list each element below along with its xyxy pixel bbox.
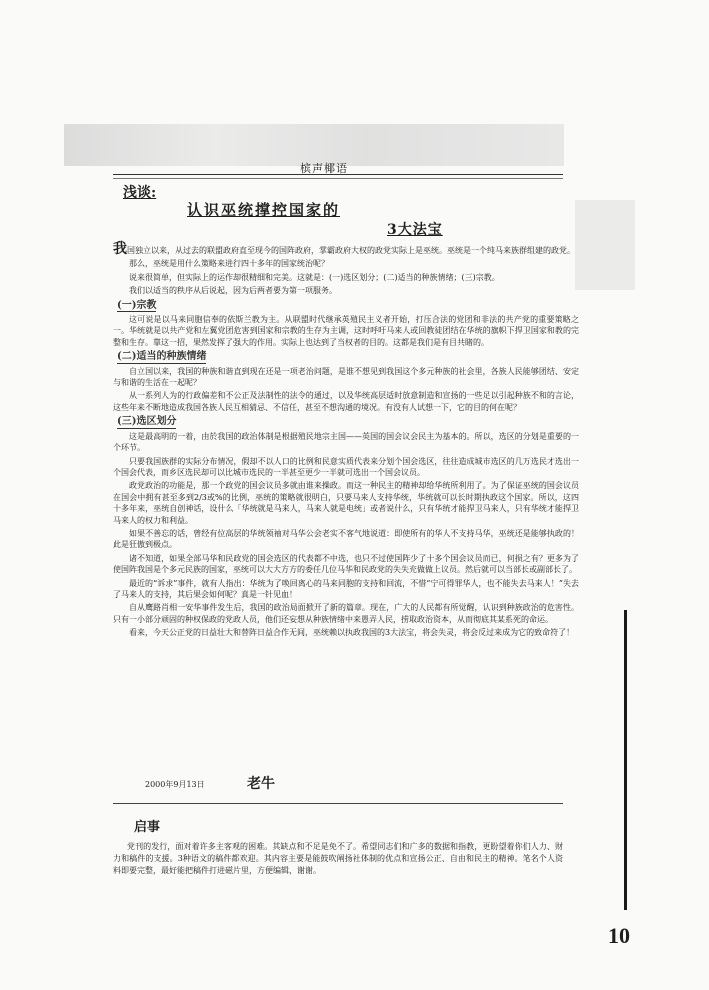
header-rule-secondary <box>113 178 563 179</box>
margin-rule <box>624 610 627 910</box>
article-title-line1: 认识巫统撑控国家的 <box>187 201 341 219</box>
notice-body: 党刊的发行，面对着许多主客观的困难。其缺点和不足是免不了。希望同志们和广多的数据和指教，更盼望着你们人力、财力和稿件的支援。3种语文的稿件都欢迎。其内容主要是能鼓吹阐扬社体制的优点和宣扬公正、自由和民主的精神。笔名个人资料即要完整，最好能把稿件打进磁片里，方便编辑，谢谢。 <box>113 842 563 875</box>
signoff-rule <box>113 803 563 804</box>
section3-paragraph: 只要我国族群的实际分布情况，假却不以人口的比例和民意实质代表来分划个国会选区，往往造成城市选区的几万选民才选出一个国会代表，而乡区选民却可以比城市选民的一半甚至更少一半就可选出一个国会议员。 <box>113 456 579 477</box>
article-body <box>113 241 579 641</box>
section3-paragraph: 如果不善忘的话，曾经有位高层的华统领袖对马华公会老实不客气地说道：即使所有的华人不支持马华，巫统还是能够执政的！此是狂傲到极点。 <box>113 528 579 550</box>
section-heading-racial-sentiment: (二)适当的种族情绪 <box>117 351 207 363</box>
section-heading-religion: (一)宗教 <box>117 299 157 311</box>
intro-paragraph: 那么，巫统是用什么策略来进行四十多年的国家统治呢？ <box>129 259 329 269</box>
column-label: 浅谈: <box>123 185 157 201</box>
header-rule <box>113 174 563 175</box>
intro-paragraph <box>113 241 579 257</box>
intro-paragraph-rest: 国独立以来，从过去的联盟政府直至现今的国阵政府，掌霸政府大权的政党实际上是巫统。巫统是一个纯马来族群组建的政党。 <box>127 246 575 255</box>
section3-paragraph: 最近的“诉求”事件，就有人指出：华统为了唤回离心的马来同胞的支持和回流，不惜“宁可得罪华人，也不能失去马来人！”失去了马来人的支持，其后果会如何呢？真是一针见血！ <box>113 578 579 599</box>
notice-title: 启事 <box>134 820 161 835</box>
column-header: 槟声椰语 <box>300 162 348 175</box>
section3-paragraph: 看来，今天公正党的日益壮大和替阵日益合作无间，巫统赖以执政我国的3大法宝，将会失灵，将会反过来成为它的致命符了！ <box>129 628 575 638</box>
section3-paragraph: 这是最高明的一着，由於我国的政治体制是根据殖民地宗主国——英国的国会议会民主为基本的。所以，选区的分划是重要的一个环节。 <box>113 431 579 453</box>
intro-paragraph: 我们以适当的秩序从后说起，因为后两者要为第一项服务。 <box>129 286 337 296</box>
bleed-through-shadow <box>575 200 635 290</box>
article-author: 老牛 <box>247 776 275 792</box>
section2-paragraph: 从一系列人为的行政偏差和不公正及法制性的法令的通过，以及华统高层适时放意制造和宣扬的一些足以引起种族不和的言论，这些年来不断地造成我国各族人民互相猜忌、不信任，甚至不想沟通的境况。有没有人试想一下，它的目的何在呢？ <box>113 391 579 412</box>
article-date: 2000年9月13日 <box>145 780 205 789</box>
section3-paragraph: 自从鹰路肖相一安华事件发生后，我国的政治局面掀开了新的篇章。现在，广大的人民都有所觉醒，认识到种族政治的危害性。只有一小部分顽固的种权保政的党政人员，他们还妄想从种族情绪中来愚弄人民，捞取政治资本，从而彻底其某系死的命运。 <box>113 603 579 624</box>
section2-paragraph: 自立国以来，我国的种族和谐直到现在还是一项老治问题，是谁不想见到我国这个多元种族的社会里，各族人民能够团结、安定与和谐的生活在一起呢？ <box>113 366 579 388</box>
article-title-line2: 3大法宝 <box>387 222 443 238</box>
intro-paragraph: 说来很简单，但实际上的运作却很精细和完美。这就是：(一)选区划分；(二)适当的种族情绪；(三)宗教。 <box>129 272 500 282</box>
section3-paragraph: 政党政治的功能是，那一个政党的国会议员多就由谁来操政。而这一种民主的精神却给华统所利用了。为了保证巫统的国会议员在国会中拥有甚至多到2/3或%的比例，巫统的策略就很明白，只要马来人支持华统，华统就可以长时期执政这个国家。所以，这四十多年来，巫统自创神话，设什么「华统就是马来人，马来人就是电统」或者说什么，只有华统才能捍卫马来人，只有华统才能捍卫马来人的权力和利益。 <box>113 481 579 525</box>
page-number: 10 <box>608 923 630 948</box>
section1-paragraph: 这可说是以马来同胞信奉的依斯兰教为主。从联盟时代继承英殖民主义者开始，打压合法的党团和非法的共产党的重要策略之一。华统就是以共产党和左翼党团危害到国家和宗教的生存为主调，这时呼吁马来人或回教徒团结在华统的旗帜下捍卫国家和教的完整和生存。靠这一招，果然发挥了强大的作用。实际上也达到了当权者的目的。这都是我们是有目共睹的。 <box>113 315 579 347</box>
section3-paragraph: 诸不知道，如果全部马华和民政党的国会选区的代表都不中选，也只不过使国阵少了十多个国会议员而已，何损之有？更多为了使国阵我国是个多元民族的国家，巫统可以大大方方的委任几位马华和民政党的失失充做做上议员。然后就可以当部长或副部长了。 <box>113 553 579 575</box>
drop-cap-char: 我 <box>113 241 127 257</box>
section-heading-constituency: (三)选区划分 <box>117 416 177 428</box>
